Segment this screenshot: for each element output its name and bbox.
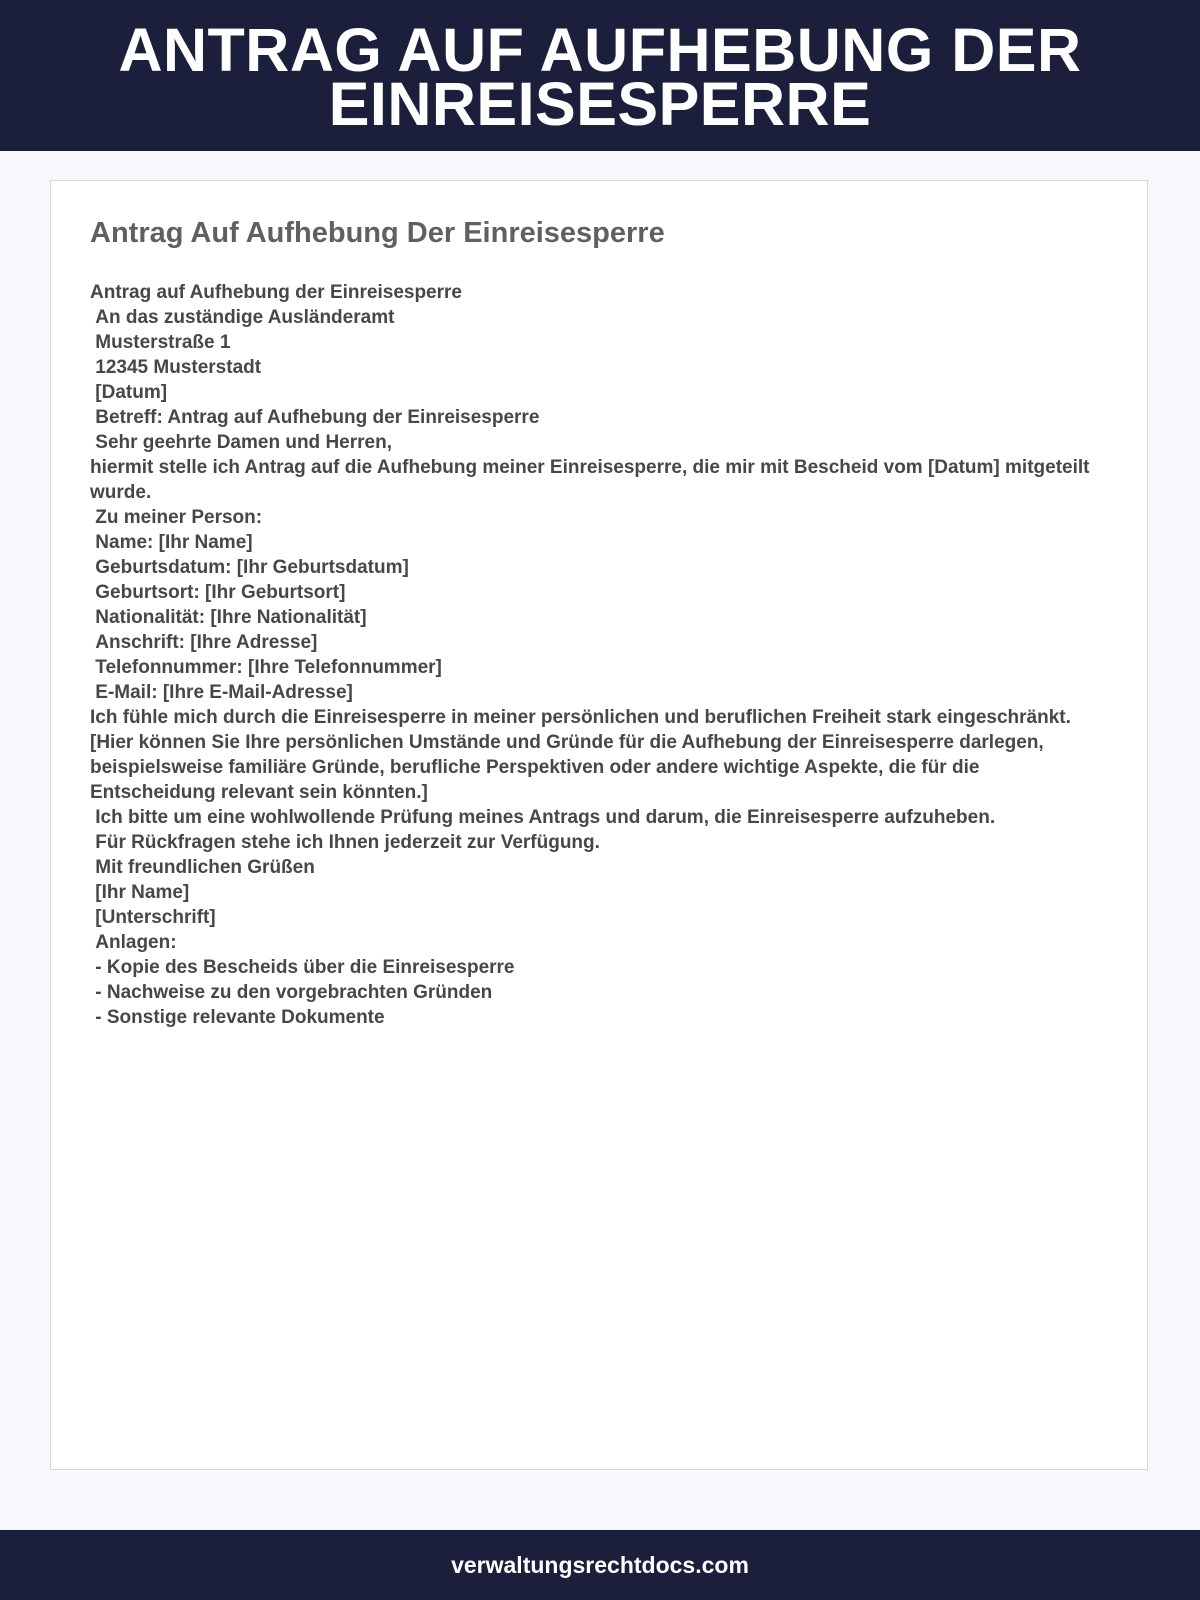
document-title: Antrag Auf Aufhebung Der Einreisesperre xyxy=(90,217,665,249)
doc-line-address: Anschrift: [Ihre Adresse] xyxy=(90,632,318,653)
doc-line-attachment-1: - Kopie des Bescheids über die Einreisesperre xyxy=(90,957,515,978)
doc-line-restriction: Ich fühle mich durch die Einreisesperre in meiner persönlichen und beruflichen Freiheit stark eingeschränkt. xyxy=(90,707,1071,728)
doc-line-person-heading: Zu meiner Person: xyxy=(90,507,263,528)
footer-site-name: verwaltungsrechtdocs.com xyxy=(451,1551,749,1578)
doc-line-intro: hiermit stelle ich Antrag auf die Aufhebung meiner Einreisesperre, die mir mit Bescheid vom [Datum] mitgeteilt wurde. xyxy=(90,457,1095,503)
doc-line-signature-name: [Ihr Name] xyxy=(90,882,190,903)
doc-line-reasons: [Hier können Sie Ihre persönlichen Umstände und Gründe für die Aufhebung der Einreisesperre darlegen, beispielsweise familiäre Gründe, berufliche Perspektiven oder andere wichtige Aspekte, die für die Entscheidung relevant sein könnten.] xyxy=(90,732,1049,803)
doc-line-attachments-heading: Anlagen: xyxy=(90,932,177,953)
doc-line-email: E-Mail: [Ihre E-Mail-Adresse] xyxy=(90,682,353,703)
document-card xyxy=(50,180,1148,1470)
doc-line-birthdate: Geburtsdatum: [Ihr Geburtsdatum] xyxy=(90,557,409,578)
doc-line-signature: [Unterschrift] xyxy=(90,907,216,928)
doc-line-salutation: Sehr geehrte Damen und Herren, xyxy=(90,432,392,453)
doc-line-attachment-3: - Sonstige relevante Dokumente xyxy=(90,1007,385,1028)
doc-line-attachment-2: - Nachweise zu den vorgebrachten Gründen xyxy=(90,982,493,1003)
doc-line-recipient: An das zuständige Ausländeramt xyxy=(90,307,395,328)
page-header xyxy=(0,0,1200,151)
doc-line-city: 12345 Musterstadt xyxy=(90,357,262,378)
doc-line-name: Name: [Ihr Name] xyxy=(90,532,253,553)
doc-line-heading: Antrag auf Aufhebung der Einreisesperre xyxy=(90,282,462,303)
doc-line-request: Ich bitte um eine wohlwollende Prüfung meines Antrags und darum, die Einreisesperre aufzuheben. xyxy=(90,807,996,828)
doc-line-closing: Mit freundlichen Grüßen xyxy=(90,857,315,878)
doc-line-birthplace: Geburtsort: [Ihr Geburtsort] xyxy=(90,582,346,603)
doc-line-phone: Telefonnummer: [Ihre Telefonnummer] xyxy=(90,657,442,678)
doc-line-date: [Datum] xyxy=(90,382,168,403)
page-title: ANTRAG AUF AUFHEBUNG DER EINREISESPERRE xyxy=(118,15,1082,138)
document-body xyxy=(90,280,1100,1030)
doc-line-contact: Für Rückfragen stehe ich Ihnen jederzeit zur Verfügung. xyxy=(90,832,600,853)
page-footer xyxy=(0,1530,1200,1600)
doc-line-street: Musterstraße 1 xyxy=(90,332,231,353)
doc-line-subject: Betreff: Antrag auf Aufhebung der Einreisesperre xyxy=(90,407,540,428)
doc-line-nationality: Nationalität: [Ihre Nationalität] xyxy=(90,607,367,628)
